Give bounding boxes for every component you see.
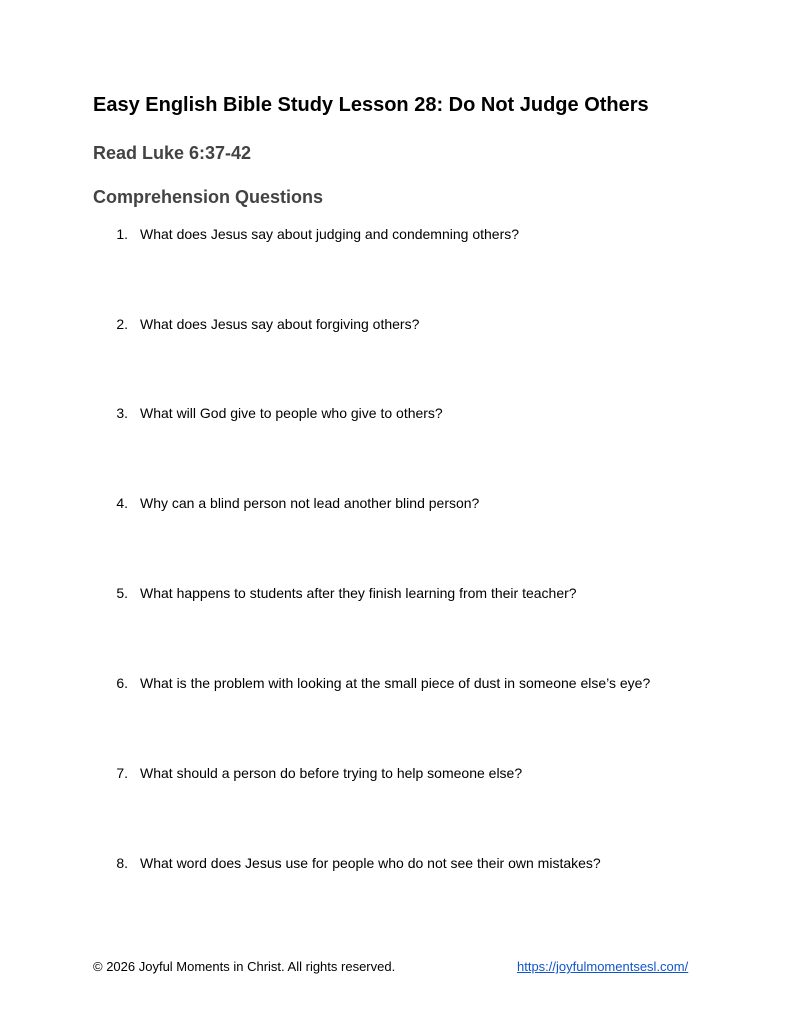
question-text: What will God give to people who give to others? [140,405,443,421]
question-number: 3. [116,405,128,421]
question-text: What should a person do before trying to help someone else? [140,765,523,781]
question-item [0,224,791,244]
reading-assignment: Read Luke 6:37-42 [93,143,252,163]
question-text: What is the problem with looking at the small piece of dust in someone else’s eye? [140,675,651,691]
question-number: 7. [116,765,128,781]
question-number: 6. [116,675,128,691]
website-link[interactable]: https://joyfulmomentsesl.com/ [517,959,689,974]
section-heading: Comprehension Questions [93,187,324,207]
question-item [0,673,791,693]
question-item [0,314,791,334]
question-number: 5. [116,585,128,601]
question-text: What happens to students after they finish learning from their teacher? [140,585,577,601]
question-item [0,853,791,873]
copyright-notice: © 2026 Joyful Moments in Christ. All rights reserved. [93,959,396,974]
question-item [0,493,791,513]
page-footer [0,956,791,978]
question-item [0,403,791,423]
question-number: 2. [116,316,128,332]
question-item [0,763,791,783]
question-text: What word does Jesus use for people who do not see their own mistakes? [140,855,601,871]
page-title: Easy English Bible Study Lesson 28: Do Not Judge Others [93,94,649,116]
question-number: 1. [116,226,128,242]
question-number: 4. [116,495,128,511]
question-text: What does Jesus say about judging and condemning others? [140,226,520,242]
question-number: 8. [116,855,128,871]
question-text: Why can a blind person not lead another blind person? [140,495,480,511]
question-item [0,583,791,603]
question-text: What does Jesus say about forgiving others? [140,316,420,332]
